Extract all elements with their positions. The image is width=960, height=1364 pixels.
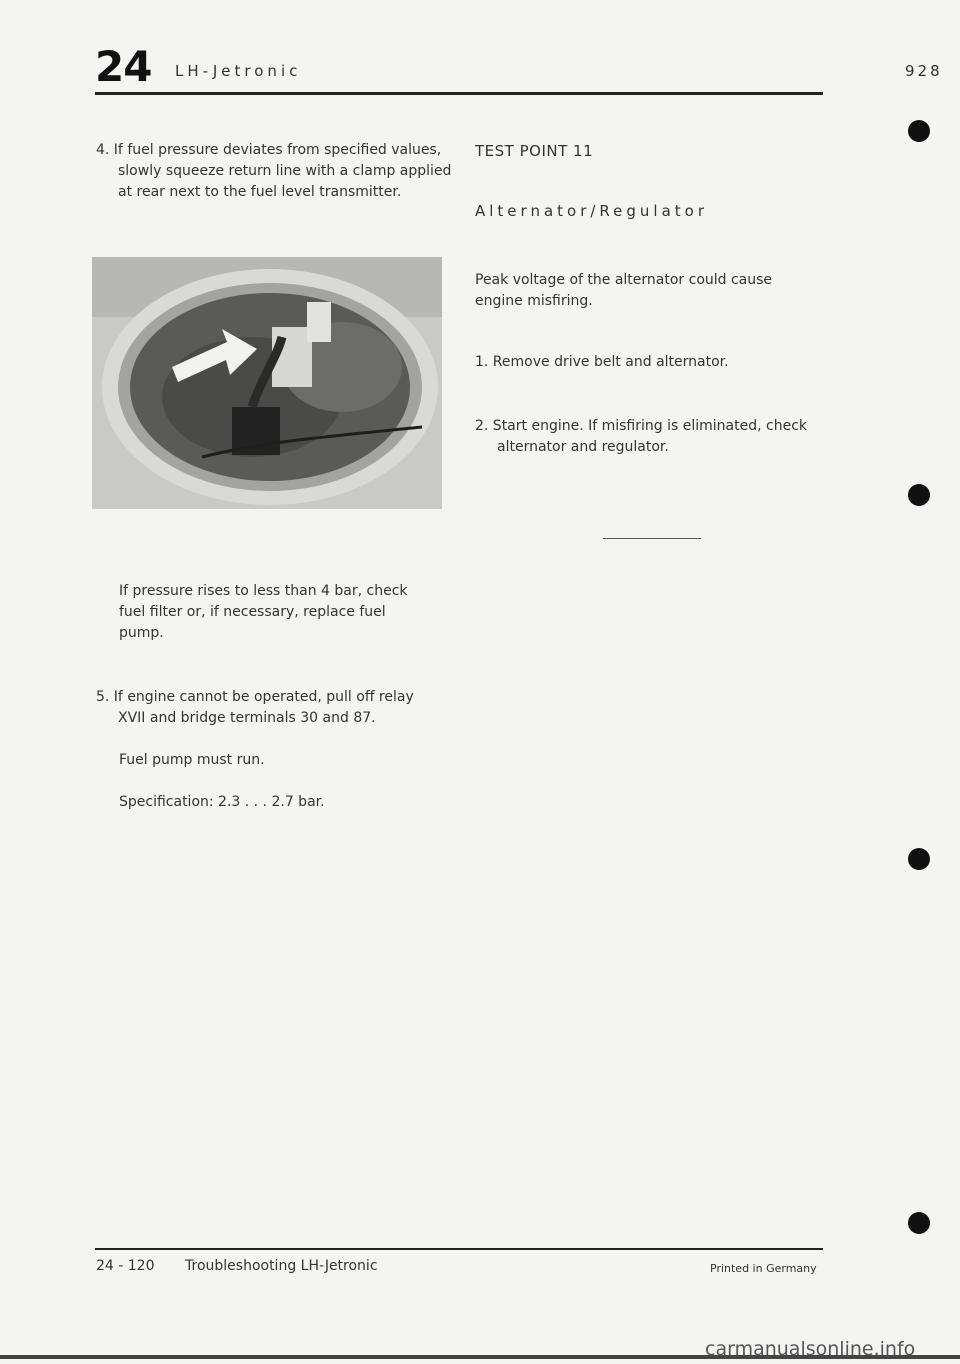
watermark: carmanualsonline.info [705, 1338, 916, 1360]
specification: Specification: 2.3 . . . 2.7 bar. [119, 794, 325, 810]
binder-hole-icon [908, 120, 930, 142]
step-5-text: 5. If engine cannot be operated, pull off relay XVII and bridge terminals 30 and 87. [96, 689, 414, 726]
intro-text: Peak voltage of the alternator could cause engine misfiring. [475, 272, 773, 309]
step-4-text: 4. If fuel pressure deviates from specified values, slowly squeeze return line with a clamp applied at rear next to the fuel level transmitter. [96, 142, 452, 200]
printed-note: Printed in Germany [710, 1262, 817, 1275]
footer-rule [95, 1248, 823, 1250]
test-point-heading: TEST POINT 11 [475, 142, 594, 160]
page-number: 24 - 120 [96, 1258, 155, 1274]
step-1-text: 1. Remove drive belt and alternator. [475, 354, 729, 370]
header-rule [95, 92, 823, 95]
section-end-rule [603, 538, 701, 539]
chapter-title: LH-Jetronic [175, 62, 302, 80]
step-5-followup: Fuel pump must run. [119, 752, 265, 768]
binder-hole-icon [908, 484, 930, 506]
section-subtitle: Alternator/Regulator [475, 202, 709, 220]
model-number: 928 [905, 62, 943, 80]
chapter-number: 24 [95, 42, 152, 91]
footer-section: Troubleshooting LH-Jetronic [185, 1258, 378, 1274]
pressure-note: If pressure rises to less than 4 bar, check fuel filter or, if necessary, replace fuel pump. [119, 583, 408, 641]
fuel-tank-photo [92, 257, 442, 509]
binder-hole-icon [908, 848, 930, 870]
step-2-text: 2. Start engine. If misfiring is eliminated, check alternator and regulator. [475, 418, 807, 455]
binder-hole-icon [908, 1212, 930, 1234]
